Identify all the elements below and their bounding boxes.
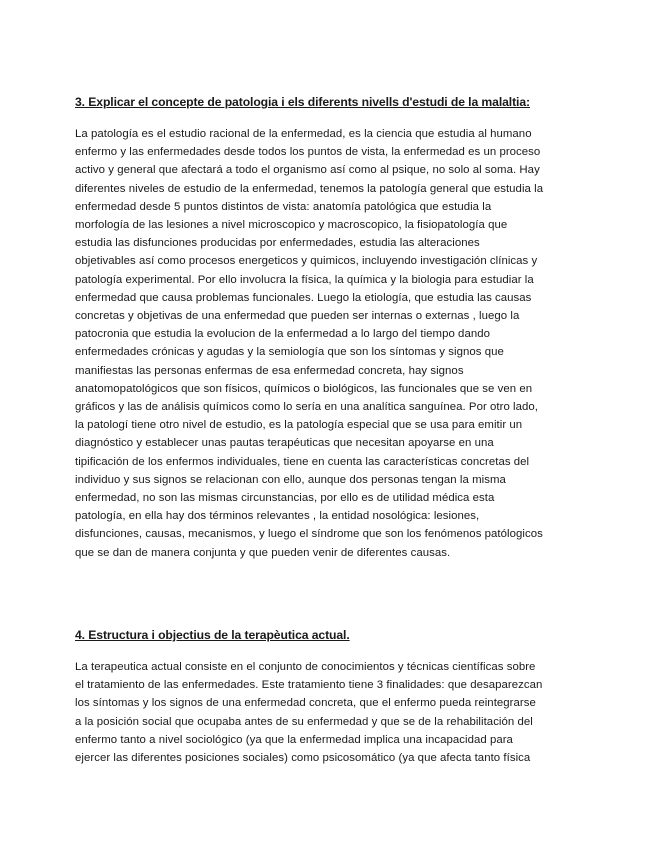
text-line: patocronia que estudia la evolucion de la enfermedad a lo largo del tiempo dando: [75, 328, 490, 341]
text-line: manifiestas las personas enfermas de esa enfermedad concreta, hay signos: [75, 364, 464, 377]
text-line: enfermedad, no son las mismas circunstancias, por ello es de utilidad médica esta: [75, 492, 495, 505]
text-line: concretas y objetivas de una enfermedad que pueden ser internas o externas , luego la: [75, 310, 520, 323]
section-3-heading: 3. Explicar el concepte de patologia i els diferents nivells d'estudi de la malaltia:: [75, 95, 530, 109]
text-line: patología, en ella hay dos términos relevantes , la entidad nosológica: lesiones,: [75, 510, 480, 523]
text-line: diagnóstico y establecer unas pautas terapéuticas que necesitan apoyarse en una: [75, 437, 494, 450]
text-line: objetivables así como procesos energeticos y quimicos, incluyendo investigación clínicas y: [75, 255, 538, 268]
text-line: enfermo y las enfermedades desde todos los puntos de vista, la enfermedad es un proceso: [75, 146, 541, 159]
text-line: la patologí tiene otro nivel de estudio, es la patología especial que se usa para emitir un: [75, 419, 523, 432]
section-3: [75, 95, 587, 562]
text-line: gráficos y las de análisis químicos como lo sería en una analítica sanguínea. Por otro lado,: [75, 401, 539, 414]
text-line: enfermo tanto a nivel sociológico (ya que la enfermedad implica una incapacidad para: [75, 733, 513, 746]
section-4-paragraph: [75, 658, 587, 767]
text-line: anatomopatológicos que son físicos, químicos o biológicos, las funcionales que se ven en: [75, 382, 533, 395]
text-line: La terapeutica actual consiste en el conjunto de conocimientos y técnicas científicas sobre: [75, 661, 536, 673]
text-line: que se dan de manera conjunta y que pueden venir de diferentes causas.: [75, 546, 451, 559]
text-line: individuo y sus signos se relacionan con ello, aunque dos personas tengan la misma: [75, 473, 506, 486]
text-line: enfermedades crónicas y agudas y la semiología que son los síntomas y signos que: [75, 346, 504, 359]
text-line: estudia las disfunciones producidas por enfermedades, estudia las alteraciones: [75, 237, 480, 250]
text-line: los síntomas y los signos de una enfermedad concreta, que el enfermo pueda reintegrarse: [75, 697, 536, 710]
text-line: La patología es el estudio racional de la enfermedad, es la ciencia que estudia al humano: [75, 128, 532, 140]
section-3-paragraph: [75, 125, 587, 562]
text-line: tipificación de los enfermos individuales, tiene en cuenta las características concretas del: [75, 455, 530, 468]
text-line: a la posición social que ocupaba antes de su enfermedad y que se de la rehabilitación del: [75, 715, 533, 728]
text-line: disfunciones, causas, mecanismos, y luego el síndrome que son los fenómenos patólogicos: [75, 528, 543, 541]
text-line: el tratamiento de las enfermedades. Este tratamiento tiene 3 finalidades: que desaparezcan: [75, 679, 543, 692]
text-line: enfermedad que causa problemas funcionales. Luego la etiología, que estudia las causas: [75, 291, 532, 304]
text-line: morfología de las lesiones a nivel microscopico y macroscopico, la fisiopatología que: [75, 219, 508, 232]
text-line: activo y general que afectará a todo el organismo así como al psique, no solo al soma. Hay: [75, 164, 540, 177]
text-line: ejercer las diferentes posiciones sociales) como psicosomático (ya que afecta tanto física: [75, 752, 531, 765]
section-4: [75, 628, 587, 767]
text-line: enfermedad desde 5 puntos distintos de vista: anatomía patológica que estudia la: [75, 200, 492, 213]
text-line: patología experimental. Por ello involucra la física, la química y la biologia para estudiar la: [75, 273, 534, 286]
text-line: diferentes niveles de estudio de la enfermedad, tenemos la patología general que estudia la: [75, 182, 544, 195]
section-4-heading: 4. Estructura i objectius de la terapèutica actual.: [75, 628, 350, 642]
